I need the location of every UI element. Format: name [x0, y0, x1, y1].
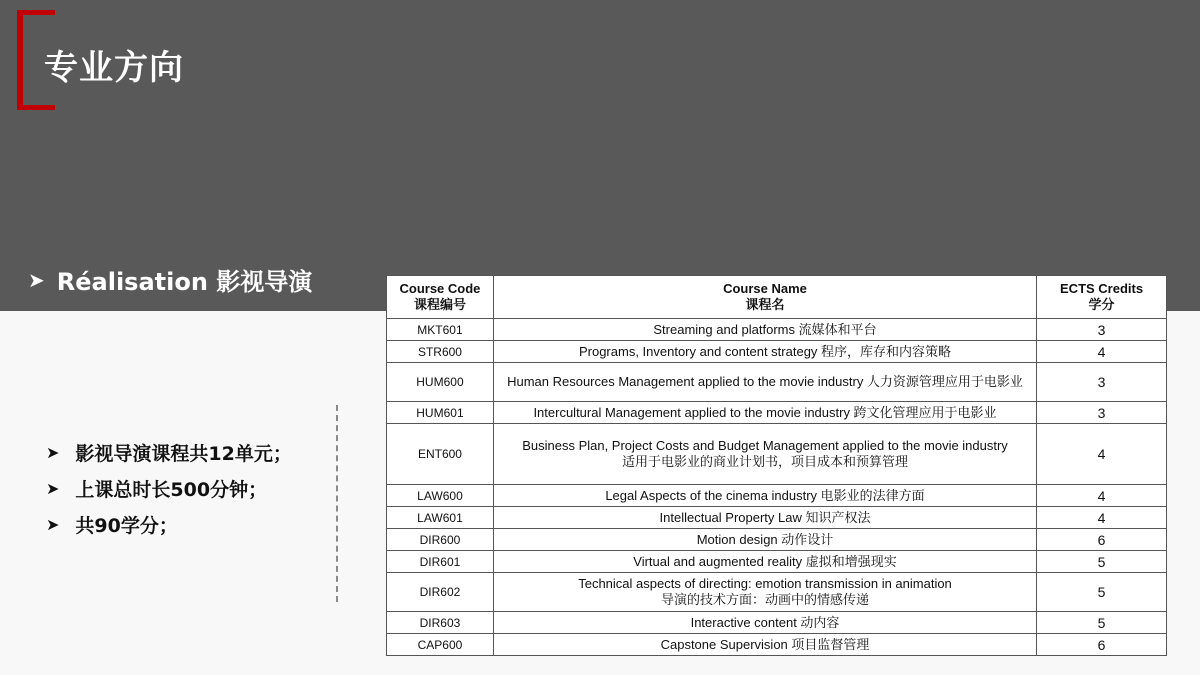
bullet-item [46, 434, 292, 470]
course-code: HUM601 [387, 402, 494, 424]
course-credits: 3 [1037, 319, 1167, 341]
table-row [387, 529, 1167, 551]
course-name: Intellectual Property Law 知识产权法 [493, 507, 1036, 529]
arrow-bullet-icon: ➤ [28, 267, 45, 292]
course-code: MKT601 [387, 319, 494, 341]
course-name-cn: 适用于电影业的商业计划书，项目成本和预算管理 [622, 454, 909, 469]
arrow-bullet-icon: ➤ [46, 514, 60, 534]
course-code: LAW600 [387, 485, 494, 507]
course-table-container [386, 275, 1167, 656]
table-row [387, 319, 1167, 341]
course-credits: 4 [1037, 424, 1167, 485]
course-name: Programs, Inventory and content strategy 程序，库存和内容策略 [493, 341, 1036, 363]
course-name: Legal Aspects of the cinema industry 电影业的法律方面 [493, 485, 1036, 507]
arrow-bullet-icon: ➤ [46, 442, 60, 462]
course-name-en: Business Plan, Project Costs and Budget Management applied to the movie industry [522, 438, 1008, 453]
course-table [386, 275, 1167, 656]
course-name: Motion design 动作设计 [493, 529, 1036, 551]
table-row [387, 485, 1167, 507]
course-name: Intercultural Management applied to the movie industry 跨文化管理应用于电影业 [493, 402, 1036, 424]
course-code: HUM600 [387, 363, 494, 402]
course-name: Virtual and augmented reality 虚拟和增强现实 [493, 551, 1036, 573]
course-credits: 6 [1037, 529, 1167, 551]
course-name: Streaming and platforms 流媒体和平台 [493, 319, 1036, 341]
table-row [387, 551, 1167, 573]
course-credits: 3 [1037, 363, 1167, 402]
course-credits: 4 [1037, 507, 1167, 529]
course-code: DIR602 [387, 573, 494, 612]
course-name [493, 424, 1036, 485]
course-code: ENT600 [387, 424, 494, 485]
course-credits: 4 [1037, 485, 1167, 507]
header-course-name: Course Name 课程名 [493, 276, 1036, 319]
course-name: Interactive content 动内容 [493, 612, 1036, 634]
course-credits: 5 [1037, 551, 1167, 573]
summary-bullets [46, 434, 292, 542]
table-header-row [387, 276, 1167, 319]
bullet-text: 上课总时长500分钟； [75, 478, 268, 501]
course-credits: 3 [1037, 402, 1167, 424]
table-row [387, 424, 1167, 485]
bullet-text: 共90学分； [75, 514, 178, 537]
course-code: CAP600 [387, 634, 494, 656]
course-credits: 5 [1037, 573, 1167, 612]
course-name: Human Resources Management applied to the movie industry 人力资源管理应用于电影业 [493, 363, 1036, 402]
table-row [387, 612, 1167, 634]
table-row [387, 341, 1167, 363]
table-row [387, 573, 1167, 612]
course-code: DIR603 [387, 612, 494, 634]
table-row [387, 507, 1167, 529]
dashed-divider [336, 405, 338, 602]
page-title: 专业方向 [44, 48, 184, 88]
course-name [493, 573, 1036, 612]
bullet-item [46, 506, 292, 542]
header-course-code: Course Code 课程编号 [387, 276, 494, 319]
arrow-bullet-icon: ➤ [46, 478, 60, 498]
course-credits: 5 [1037, 612, 1167, 634]
header-ects-credits: ECTS Credits 学分 [1037, 276, 1167, 319]
table-row [387, 634, 1167, 656]
course-name-cn: 导演的技术方面：动画中的情感传递 [661, 592, 870, 607]
table-row [387, 402, 1167, 424]
course-name: Capstone Supervision 项目监督管理 [493, 634, 1036, 656]
subtitle-text: Réalisation 影视导演 [56, 268, 313, 296]
bullet-item [46, 470, 292, 506]
section-subtitle [28, 262, 312, 297]
table-row [387, 363, 1167, 402]
course-code: STR600 [387, 341, 494, 363]
course-code: DIR600 [387, 529, 494, 551]
bullet-text: 影视导演课程共12单元； [75, 442, 292, 465]
course-credits: 6 [1037, 634, 1167, 656]
course-name-en: Technical aspects of directing: emotion transmission in animation [578, 576, 952, 591]
course-code: DIR601 [387, 551, 494, 573]
course-code: LAW601 [387, 507, 494, 529]
course-credits: 4 [1037, 341, 1167, 363]
